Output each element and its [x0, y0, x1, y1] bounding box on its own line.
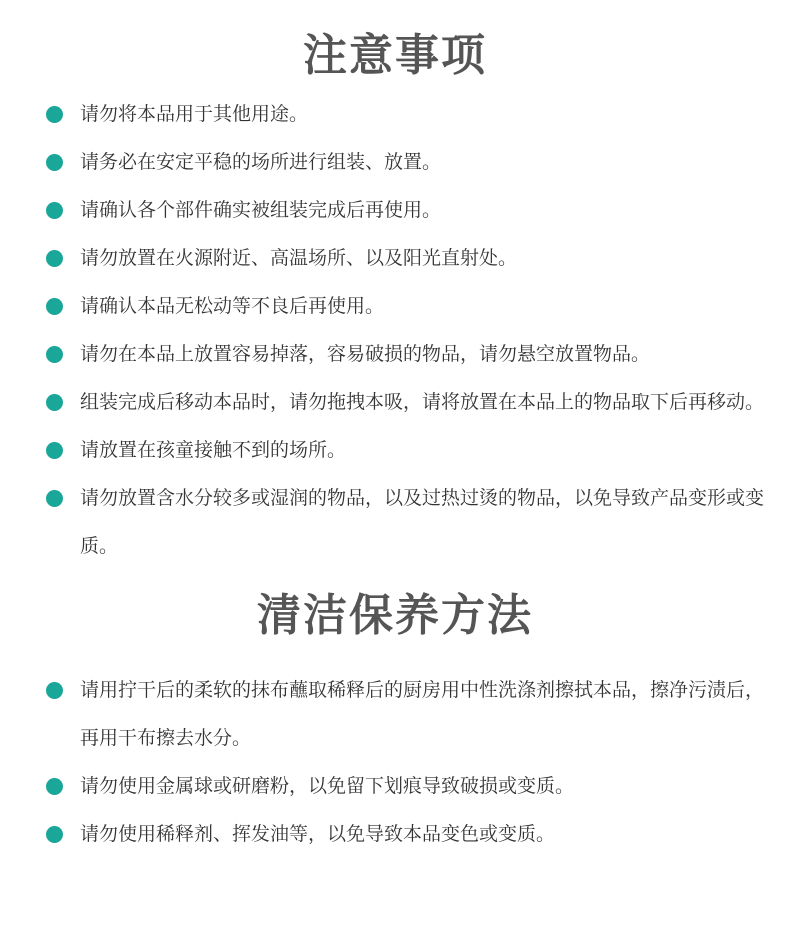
list-item-text: 请确认本品无松动等不良后再使用。 — [80, 295, 385, 317]
list-item-text: 请勿放置含水分较多或湿润的物品，以及过热过烫的物品，以免导致产品变形或变质。 — [80, 487, 765, 557]
list-item-text: 请勿将本品用于其他用途。 — [80, 103, 309, 125]
list-item-text: 请用拧干后的柔软的抹布蘸取稀释后的厨房用中性洗涤剂擦拭本品，擦净污渍后，再用干布擦去水分。 — [80, 679, 765, 749]
list-item-text: 请勿在本品上放置容易掉落，容易破损的物品，请勿悬空放置物品。 — [80, 343, 651, 365]
list-item-text: 请务必在安定平稳的场所进行组装、放置。 — [80, 151, 442, 173]
cleaning-list — [0, 666, 790, 858]
list-item-text: 请勿使用金属球或研磨粉，以免留下划痕导致破损或变质。 — [80, 775, 575, 797]
list-item-text: 请放置在孩童接触不到的场所。 — [80, 439, 347, 461]
list-item — [0, 666, 790, 762]
bullet-dot-icon — [46, 250, 63, 267]
bullet-dot-icon — [46, 778, 63, 795]
list-item — [0, 378, 790, 426]
list-item-text: 请勿放置在火源附近、高温场所、以及阳光直射处。 — [80, 247, 518, 269]
list-item — [0, 330, 790, 378]
bullet-dot-icon — [46, 106, 63, 123]
section-title-precautions: 注意事项 — [303, 30, 487, 81]
list-item — [0, 762, 790, 810]
list-item — [0, 90, 790, 138]
list-item — [0, 810, 790, 858]
list-item — [0, 186, 790, 234]
list-item — [0, 234, 790, 282]
bullet-dot-icon — [46, 298, 63, 315]
list-item — [0, 474, 790, 570]
list-item-text: 请勿使用稀释剂、挥发油等，以免导致本品变色或变质。 — [80, 823, 556, 845]
bullet-dot-icon — [46, 202, 63, 219]
bullet-dot-icon — [46, 394, 63, 411]
precautions-list — [0, 90, 790, 570]
list-item-text: 组装完成后移动本品时，请勿拖拽本吸，请将放置在本品上的物品取下后再移动。 — [80, 391, 765, 413]
bullet-dot-icon — [46, 826, 63, 843]
list-item — [0, 138, 790, 186]
list-item — [0, 426, 790, 474]
bullet-dot-icon — [46, 490, 63, 507]
bullet-dot-icon — [46, 154, 63, 171]
bullet-dot-icon — [46, 682, 63, 699]
bullet-dot-icon — [46, 346, 63, 363]
section-title-cleaning: 清洁保养方法 — [257, 590, 533, 641]
list-item-text: 请确认各个部件确实被组装完成后再使用。 — [80, 199, 442, 221]
list-item — [0, 282, 790, 330]
bullet-dot-icon — [46, 442, 63, 459]
